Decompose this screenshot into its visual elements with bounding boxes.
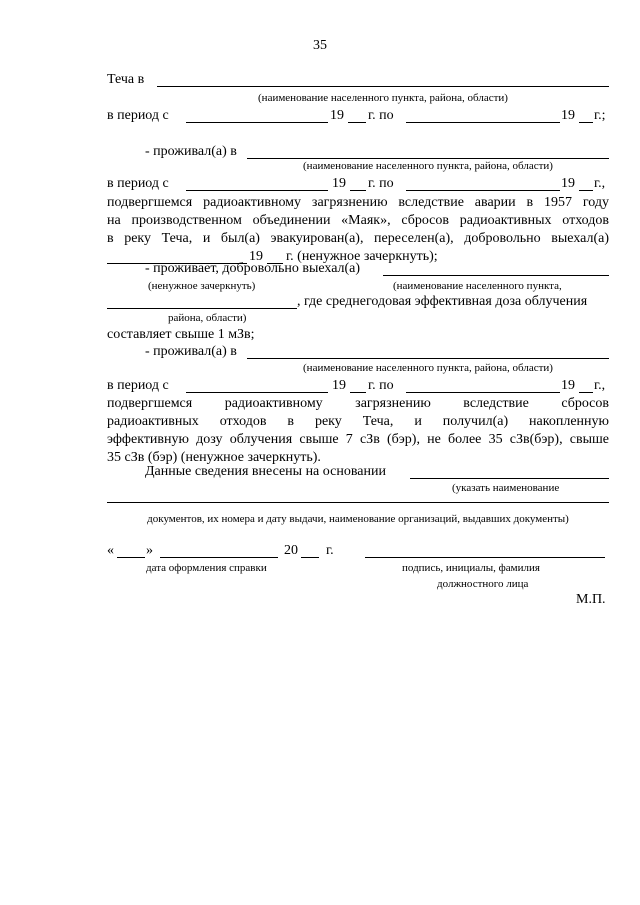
p4-line-2: радиоактивных отходов в реку Теча, и получил(а) накопленную [107, 414, 609, 429]
period4-year-prefix: 19 [332, 378, 346, 393]
caption-place-3a: (наименование населенного пункта, [393, 280, 562, 292]
p4-line-3: эффективную дозу облучения свыше 7 сЗв (бэр), не более 35 сЗв(бэр), свыше [107, 432, 609, 447]
caption-place-4: (наименование населенного пункта, района, области) [303, 362, 553, 374]
lives-label: - проживает, добровольно выехал(а) [145, 261, 361, 276]
period1-to-label: г. по [368, 108, 394, 123]
period4-to-label: г. по [368, 378, 394, 393]
date-year-blank[interactable] [301, 557, 319, 558]
period4-from-blank[interactable] [186, 392, 328, 393]
techa-place-blank[interactable] [157, 86, 609, 87]
techa-label: Теча в [107, 72, 145, 87]
period1-from-blank[interactable] [186, 122, 328, 123]
date-day-blank[interactable] [117, 557, 145, 558]
p2-line-1: подвергшемся радиоактивному загрязнению вследствие аварии в 1957 году [107, 195, 609, 210]
p3-line-2: , где среднегодовая эффективная доза облучения [297, 294, 588, 309]
lived1-label: - проживал(а) в [145, 144, 237, 159]
p4-line-1: подвергшемся радиоактивному загрязнению вследствие сбросов [107, 396, 609, 411]
p3-line-3: составляет свыше 1 мЗв; [107, 327, 255, 342]
period4-end: г., [594, 378, 606, 393]
caption-cross-out: (ненужное зачеркнуть) [148, 280, 256, 292]
period2-year2-blank[interactable] [579, 190, 593, 191]
caption-signature-2: должностного лица [437, 578, 529, 590]
period1-year-blank[interactable] [348, 122, 366, 123]
basis-label: Данные сведения внесены на основании [145, 464, 386, 479]
period2-from-blank[interactable] [186, 190, 328, 191]
period2-to-blank[interactable] [406, 190, 560, 191]
period4-year2-prefix: 19 [561, 378, 575, 393]
date-open-quote: « [107, 543, 114, 558]
caption-signature-1: подпись, инициалы, фамилия [402, 562, 540, 574]
p2-line-4-end: г. (ненужное зачеркнуть); [286, 249, 438, 264]
period2-from-label: в период с [107, 176, 169, 191]
period4-year2-blank[interactable] [579, 392, 593, 393]
lives-blank[interactable] [383, 275, 609, 276]
period2-to-label: г. по [368, 176, 394, 191]
p2-line-2: на производственном объединении «Маяк», сбросов радиоактивных отходов [107, 213, 609, 228]
date-close-quote: » [146, 543, 153, 558]
stamp-place: М.П. [576, 592, 606, 607]
period1-to-blank[interactable] [406, 122, 560, 123]
basis-blank[interactable] [410, 478, 609, 479]
period2-year-blank[interactable] [350, 190, 366, 191]
p3-place-blank[interactable] [107, 308, 297, 309]
caption-place-2: (наименование населенного пункта, района, области) [303, 160, 553, 172]
period4-year-blank[interactable] [350, 392, 366, 393]
period4-to-blank[interactable] [406, 392, 560, 393]
period1-year-prefix: 19 [330, 108, 344, 123]
caption-date: дата оформления справки [146, 562, 267, 574]
lived3-label: - проживал(а) в [145, 344, 237, 359]
caption-place-3b: района, области) [168, 312, 247, 324]
lived3-blank[interactable] [247, 358, 609, 359]
lived1-blank[interactable] [247, 158, 609, 159]
p4-line-4: 35 сЗв (бэр) (ненужное зачеркнуть). [107, 450, 321, 465]
p2-line-3: в реку Теча, и был(а) эвакуирован(а), переселен(а), добровольно выехал(а) [107, 231, 609, 246]
date-year-prefix: 20 [284, 543, 298, 558]
period2-year2-prefix: 19 [561, 176, 575, 191]
period1-year2-prefix: 19 [561, 108, 575, 123]
caption-docs-2: документов, их номера и дату выдачи, наименование организаций, выдавших документы) [147, 513, 569, 525]
period1-year2-blank[interactable] [579, 122, 593, 123]
date-year-suffix: г. [326, 543, 334, 558]
period2-end: г., [594, 176, 606, 191]
signature-blank[interactable] [365, 557, 605, 558]
p2-year-prefix: 19 [249, 249, 263, 264]
period4-from-label: в период с [107, 378, 169, 393]
period2-year-prefix: 19 [332, 176, 346, 191]
page-number: 35 [313, 38, 327, 53]
date-month-blank[interactable] [160, 557, 278, 558]
caption-place-1: (наименование населенного пункта, района, области) [258, 92, 508, 104]
period1-from-label: в период с [107, 108, 169, 123]
caption-docs-1: (указать наименование [452, 482, 560, 494]
period1-end: г.; [594, 108, 606, 123]
basis-blank-2[interactable] [107, 502, 609, 503]
